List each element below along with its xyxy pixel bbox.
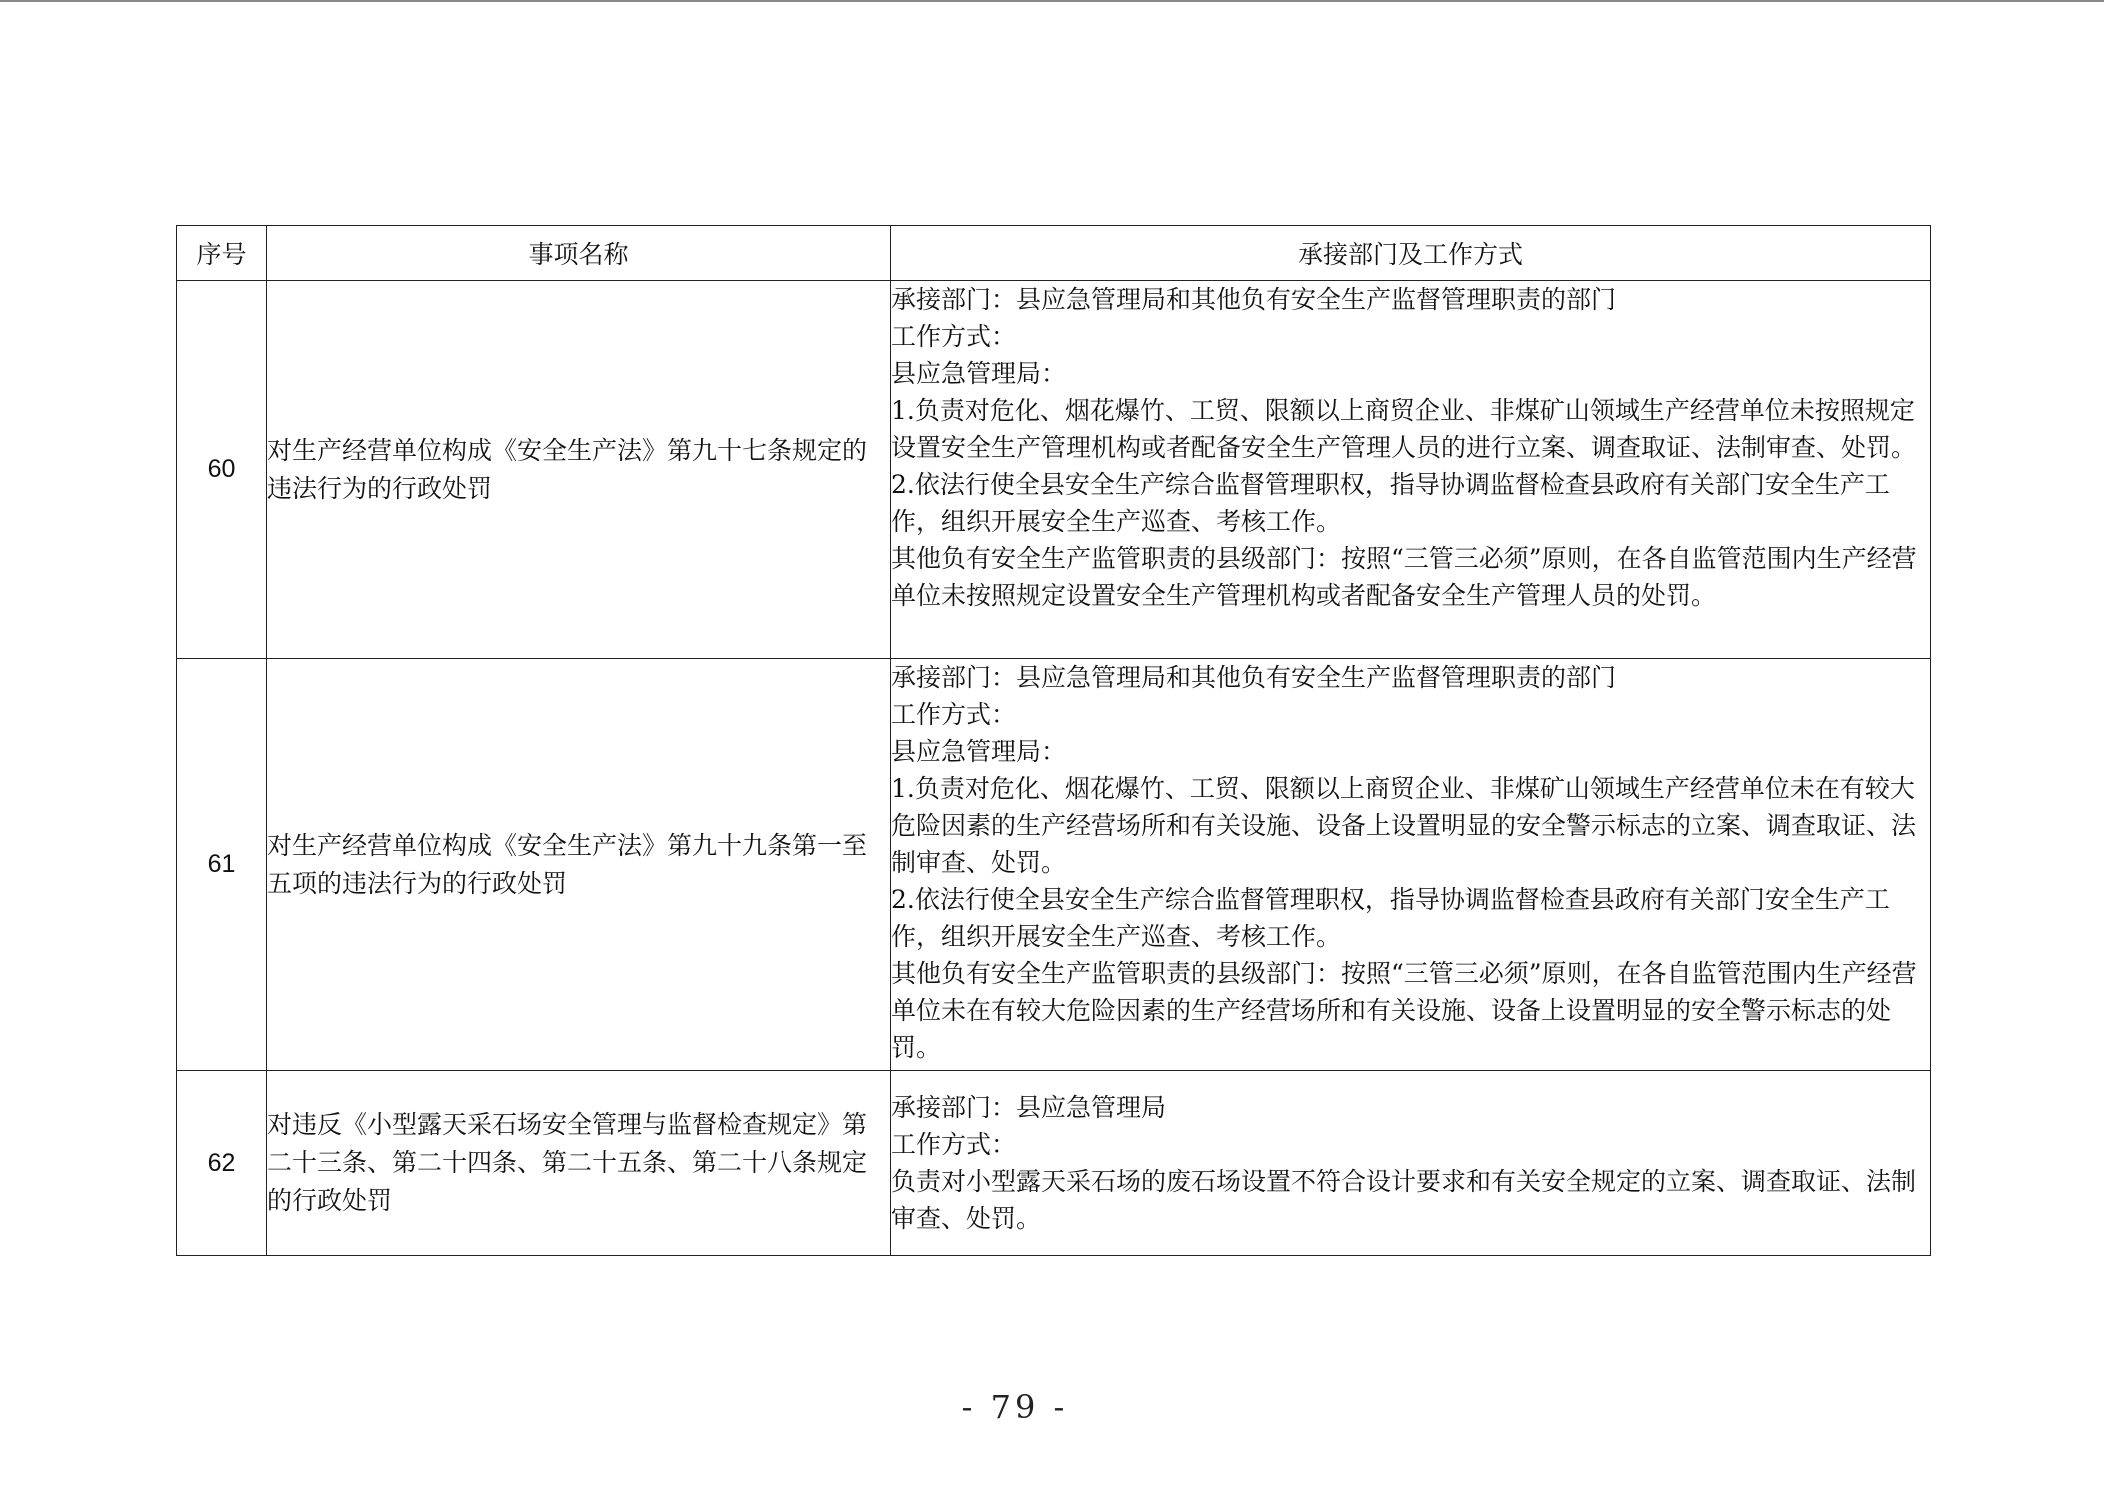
department-line: 承接部门：县应急管理局和其他负有安全生产监督管理职责的部门 [891, 285, 1617, 314]
row-serial-number: 62 [177, 1071, 267, 1256]
table-row [177, 659, 1931, 1071]
agency-heading: 县应急管理局： [891, 359, 1067, 388]
other-departments-duty: 其他负有安全生产监管职责的县级部门：按照“三管三必须”原则，在各自监管范围内生产经营单位未在有较大危险因素的生产经营场所和有关设施、设备上设置明显的安全警示标志的处罚。 [891, 959, 1917, 1062]
header-serial-number: 序号 [177, 226, 267, 281]
responsibility-table [176, 225, 1931, 1256]
page-number: - 79 - [961, 1388, 1069, 1426]
row-item-name: 对生产经营单位构成《安全生产法》第九十九条第一至五项的违法行为的行政处罚 [267, 659, 891, 1071]
header-item-name: 事项名称 [267, 226, 891, 281]
department-line: 承接部门：县应急管理局和其他负有安全生产监督管理职责的部门 [891, 663, 1617, 692]
duty-item-2: 2.依法行使全县安全生产综合监督管理职权，指导协调监督检查县政府有关部门安全生产工作，组织开展安全生产巡查、考核工作。 [891, 470, 1890, 536]
duty-item-1: 负责对小型露天采石场的废石场设置不符合设计要求和有关安全规定的立案、调查取证、法制审查、处罚。 [891, 1167, 1917, 1233]
row-item-name: 对违反《小型露天采石场安全管理与监督检查规定》第二十三条、第二十四条、第二十五条、第二十八条规定的行政处罚 [267, 1071, 891, 1256]
method-heading: 工作方式： [891, 700, 1017, 729]
table-header-row [177, 226, 1931, 281]
top-border-line [0, 0, 2104, 2]
agency-heading: 县应急管理局： [891, 737, 1067, 766]
duty-item-1: 1.负责对危化、烟花爆竹、工贸、限额以上商贸企业、非煤矿山领域生产经营单位未按照规定设置安全生产管理机构或者配备安全生产管理人员的进行立案、调查取证、法制审查、处罚。 [891, 396, 1917, 462]
row-department-and-method [891, 1071, 1931, 1256]
duty-item-2: 2.依法行使全县安全生产综合监督管理职权，指导协调监督检查县政府有关部门安全生产工作，组织开展安全生产巡查、考核工作。 [891, 885, 1890, 951]
header-department-and-method: 承接部门及工作方式 [891, 226, 1931, 281]
row-serial-number: 60 [177, 281, 267, 659]
row-item-name: 对生产经营单位构成《安全生产法》第九十七条规定的违法行为的行政处罚 [267, 281, 891, 659]
row-department-and-method [891, 281, 1931, 659]
table-row [177, 1071, 1931, 1256]
other-departments-duty: 其他负有安全生产监管职责的县级部门：按照“三管三必须”原则，在各自监管范围内生产经营单位未按照规定设置安全生产管理机构或者配备安全生产管理人员的处罚。 [891, 544, 1917, 610]
duty-item-1: 1.负责对危化、烟花爆竹、工贸、限额以上商贸企业、非煤矿山领域生产经营单位未在有较大危险因素的生产经营场所和有关设施、设备上设置明显的安全警示标志的立案、调查取证、法制审查、处罚。 [891, 774, 1917, 877]
method-heading: 工作方式： [891, 322, 1017, 351]
row-department-and-method [891, 659, 1931, 1071]
method-heading: 工作方式： [891, 1130, 1017, 1159]
row-serial-number: 61 [177, 659, 267, 1071]
department-line: 承接部门：县应急管理局 [891, 1093, 1167, 1122]
table-row [177, 281, 1931, 659]
